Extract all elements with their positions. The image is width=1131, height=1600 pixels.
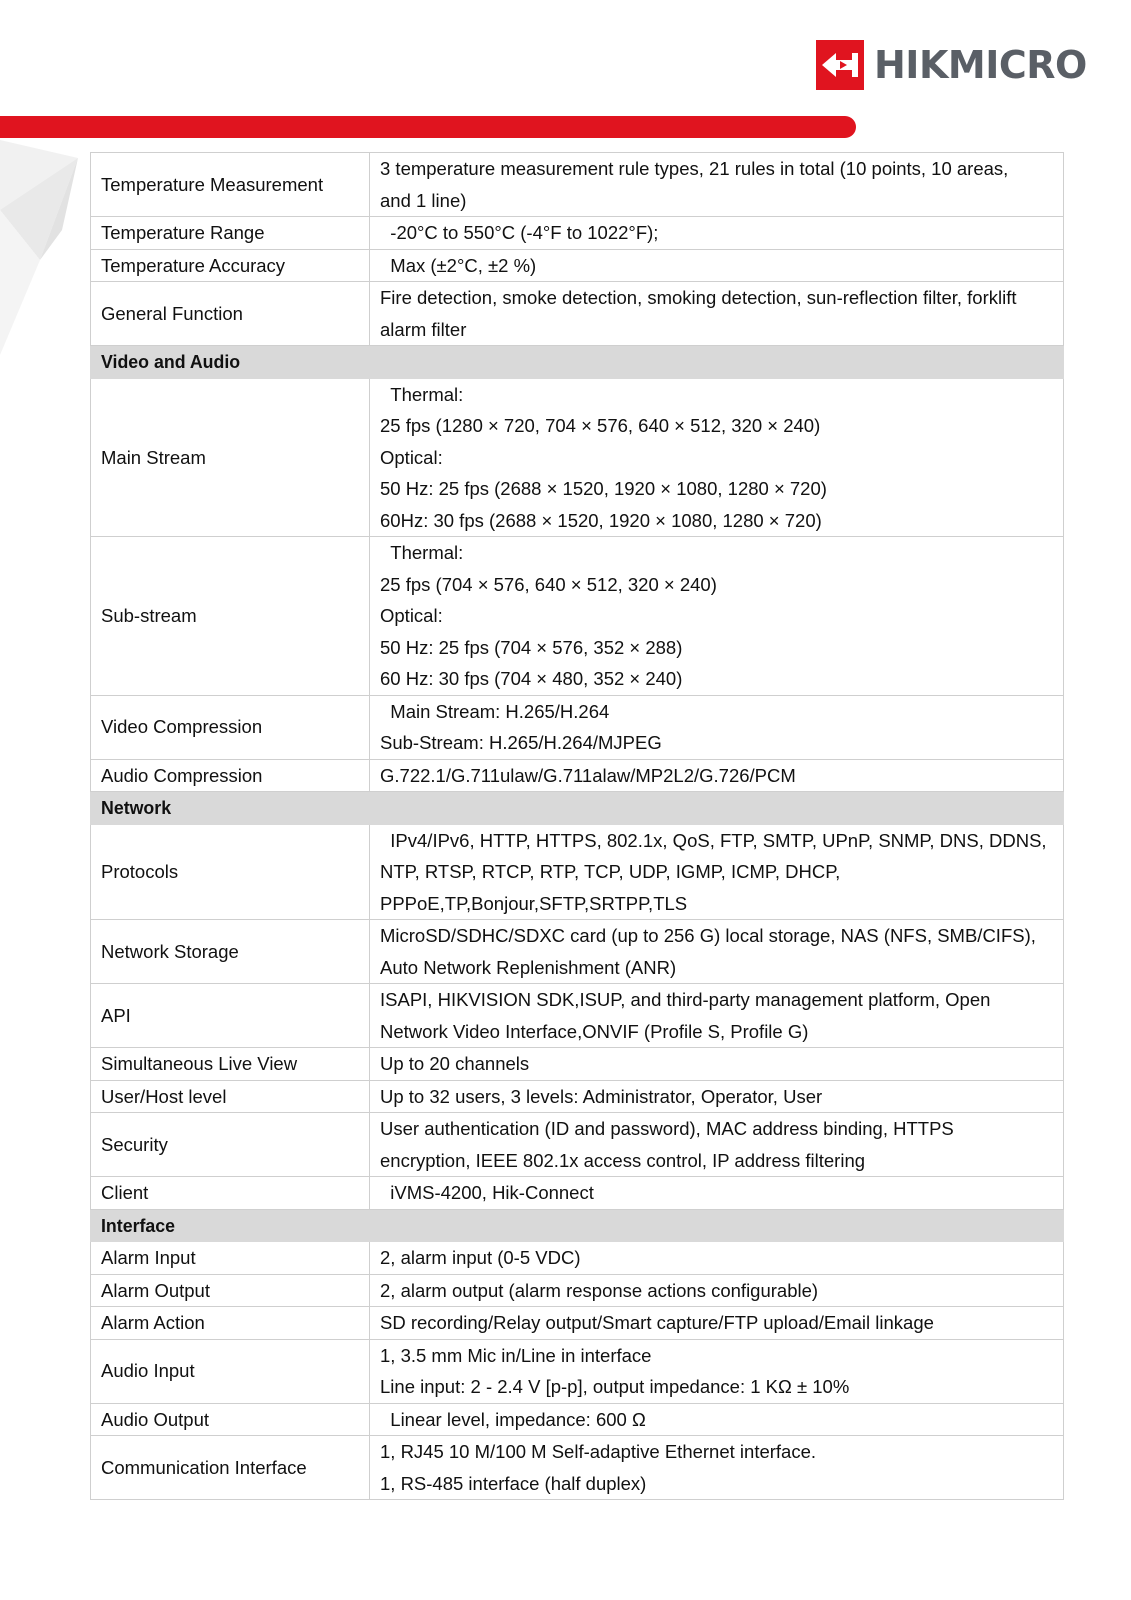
spec-label: Video Compression — [91, 695, 370, 759]
spec-value — [370, 759, 1064, 792]
spec-value-line: NTP, RTSP, RTCP, RTP, TCP, UDP, IGMP, ICMP, DHCP, — [380, 861, 841, 882]
spec-value-line: Fire detection, smoke detection, smoking detection, sun-reflection filter, forklift — [380, 287, 1017, 308]
spec-label: Protocols — [91, 824, 370, 920]
spec-value-line: 1, RS-485 interface (half duplex) — [380, 1472, 647, 1494]
spec-value-line: -20°C to 550°C (-4°F to 1022°F); — [380, 222, 659, 243]
spec-label: Alarm Input — [91, 1242, 370, 1275]
spec-label: API — [91, 984, 370, 1048]
spec-value-line: 60Hz: 30 fps (2688 × 1520, 1920 × 1080, 1280 × 720) — [380, 509, 822, 531]
spec-value-line: Thermal: — [380, 542, 464, 563]
spec-label: Audio Compression — [91, 759, 370, 792]
spec-row — [91, 1307, 1064, 1340]
spec-row — [91, 153, 1064, 217]
spec-row — [91, 1242, 1064, 1275]
spec-label: Audio Output — [91, 1403, 370, 1436]
spec-row — [91, 695, 1064, 759]
spec-value-line: encryption, IEEE 802.1x access control, IP address filtering — [380, 1149, 866, 1171]
spec-value-line: User authentication (ID and password), MAC address binding, HTTPS — [380, 1118, 954, 1139]
spec-value-line: Max (±2°C, ±2 %) — [380, 254, 537, 276]
spec-value — [370, 282, 1064, 346]
spec-label: Temperature Accuracy — [91, 249, 370, 282]
spec-value — [370, 1274, 1064, 1307]
spec-row — [91, 1177, 1064, 1210]
spec-value-line: PPPoE,TP,Bonjour,SFTP,SRTPP,TLS — [380, 892, 688, 914]
spec-row — [91, 920, 1064, 984]
section-title — [91, 792, 1064, 825]
spec-value — [370, 1307, 1064, 1340]
spec-value-line: 60 Hz: 30 fps (704 × 480, 352 × 240) — [380, 668, 683, 689]
spec-value-line: Main Stream: H.265/H.264 — [380, 700, 610, 722]
brand-logo — [816, 40, 1087, 90]
spec-value-line: MicroSD/SDHC/SDXC card (up to 256 G) local storage, NAS (NFS, SMB/CIFS), — [380, 925, 1036, 946]
spec-value — [370, 1403, 1064, 1436]
spec-value — [370, 537, 1064, 696]
spec-row — [91, 537, 1064, 696]
spec-label: Sub-stream — [91, 537, 370, 696]
spec-value-line: ISAPI, HIKVISION SDK,ISUP, and third-party management platform, Open — [380, 989, 991, 1010]
spec-value-line: Up to 20 channels — [380, 1053, 530, 1074]
section-title — [91, 1209, 1064, 1242]
spec-label: Client — [91, 1177, 370, 1210]
spec-value-line: and 1 line) — [380, 189, 467, 211]
spec-table — [90, 152, 1064, 1500]
spec-row — [91, 824, 1064, 920]
spec-value-line: Auto Network Replenishment (ANR) — [380, 956, 677, 978]
spec-value-line: Sub-Stream: H.265/H.264/MJPEG — [380, 732, 662, 753]
spec-label: Alarm Action — [91, 1307, 370, 1340]
spec-value — [370, 1080, 1064, 1113]
spec-value — [370, 1339, 1064, 1403]
spec-value-line: SD recording/Relay output/Smart capture/FTP upload/Email linkage — [380, 1312, 934, 1333]
spec-label: Communication Interface — [91, 1436, 370, 1500]
spec-value-line: Optical: — [380, 605, 443, 626]
spec-row — [91, 249, 1064, 282]
spec-value-line: Up to 32 users, 3 levels: Administrator, Operator, User — [380, 1085, 823, 1107]
spec-value-line: Optical: — [380, 446, 443, 468]
spec-value-line: Line input: 2 - 2.4 V [p-p], output impedance: 1 KΩ ± 10% — [380, 1376, 850, 1397]
spec-label: Audio Input — [91, 1339, 370, 1403]
spec-label: Security — [91, 1113, 370, 1177]
spec-row — [91, 1274, 1064, 1307]
spec-value-line: alarm filter — [380, 318, 467, 340]
decorative-shard-graphic — [0, 140, 90, 370]
spec-value-line: G.722.1/G.711ulaw/G.711alaw/MP2L2/G.726/PCM — [380, 764, 796, 786]
spec-value-line: 2, alarm input (0-5 VDC) — [380, 1247, 581, 1268]
spec-row — [91, 1113, 1064, 1177]
section-title-text: Video and Audio — [101, 351, 241, 372]
spec-value-line: 1, 3.5 mm Mic in/Line in interface — [380, 1344, 652, 1366]
header-accent-bar — [0, 116, 856, 138]
spec-row — [91, 984, 1064, 1048]
spec-row — [91, 1403, 1064, 1436]
spec-label: Alarm Output — [91, 1274, 370, 1307]
spec-row — [91, 759, 1064, 792]
spec-value-line: Thermal: — [380, 383, 464, 405]
spec-label: Network Storage — [91, 920, 370, 984]
spec-value — [370, 1048, 1064, 1081]
hikmicro-logo-icon — [816, 40, 864, 90]
section-title-text: Interface — [101, 1214, 176, 1236]
spec-row — [91, 1436, 1064, 1500]
spec-value-line: iVMS-4200, Hik-Connect — [380, 1182, 594, 1203]
spec-value — [370, 984, 1064, 1048]
spec-value — [370, 1436, 1064, 1500]
spec-row — [91, 378, 1064, 537]
spec-value — [370, 1177, 1064, 1210]
section-title — [91, 346, 1064, 379]
section-header — [91, 346, 1064, 379]
spec-value — [370, 153, 1064, 217]
spec-value — [370, 1242, 1064, 1275]
section-title-text: Network — [101, 797, 172, 818]
spec-value — [370, 920, 1064, 984]
brand-name: HIKMICRO — [874, 43, 1087, 87]
spec-row — [91, 1339, 1064, 1403]
section-header — [91, 792, 1064, 825]
section-header — [91, 1209, 1064, 1242]
spec-label: Temperature Range — [91, 217, 370, 250]
spec-label: Main Stream — [91, 378, 370, 537]
spec-row — [91, 1080, 1064, 1113]
spec-value-line: 50 Hz: 25 fps (2688 × 1520, 1920 × 1080, 1280 × 720) — [380, 478, 827, 499]
spec-value-line: Linear level, impedance: 600 Ω — [380, 1408, 646, 1430]
spec-value-line: Network Video Interface,ONVIF (Profile S, Profile G) — [380, 1020, 809, 1042]
spec-row — [91, 1048, 1064, 1081]
spec-value — [370, 378, 1064, 537]
spec-value-line: 25 fps (704 × 576, 640 × 512, 320 × 240) — [380, 573, 717, 595]
spec-row — [91, 282, 1064, 346]
spec-row — [91, 217, 1064, 250]
spec-label: Temperature Measurement — [91, 153, 370, 217]
spec-value-line: 2, alarm output (alarm response actions configurable) — [380, 1279, 819, 1301]
spec-value-line: 3 temperature measurement rule types, 21 rules in total (10 points, 10 areas, — [380, 158, 1009, 179]
spec-value-line: 1, RJ45 10 M/100 M Self-adaptive Ethernet interface. — [380, 1441, 817, 1462]
spec-value-line: 50 Hz: 25 fps (704 × 576, 352 × 288) — [380, 636, 683, 658]
spec-label: Simultaneous Live View — [91, 1048, 370, 1081]
spec-label: General Function — [91, 282, 370, 346]
spec-value — [370, 249, 1064, 282]
spec-value — [370, 824, 1064, 920]
spec-value — [370, 695, 1064, 759]
spec-value-line: IPv4/IPv6, HTTP, HTTPS, 802.1x, QoS, FTP, SMTP, UPnP, SNMP, DNS, DDNS, — [380, 829, 1047, 851]
spec-value — [370, 1113, 1064, 1177]
spec-value — [370, 217, 1064, 250]
spec-label: User/Host level — [91, 1080, 370, 1113]
spec-value-line: 25 fps (1280 × 720, 704 × 576, 640 × 512, 320 × 240) — [380, 415, 821, 436]
